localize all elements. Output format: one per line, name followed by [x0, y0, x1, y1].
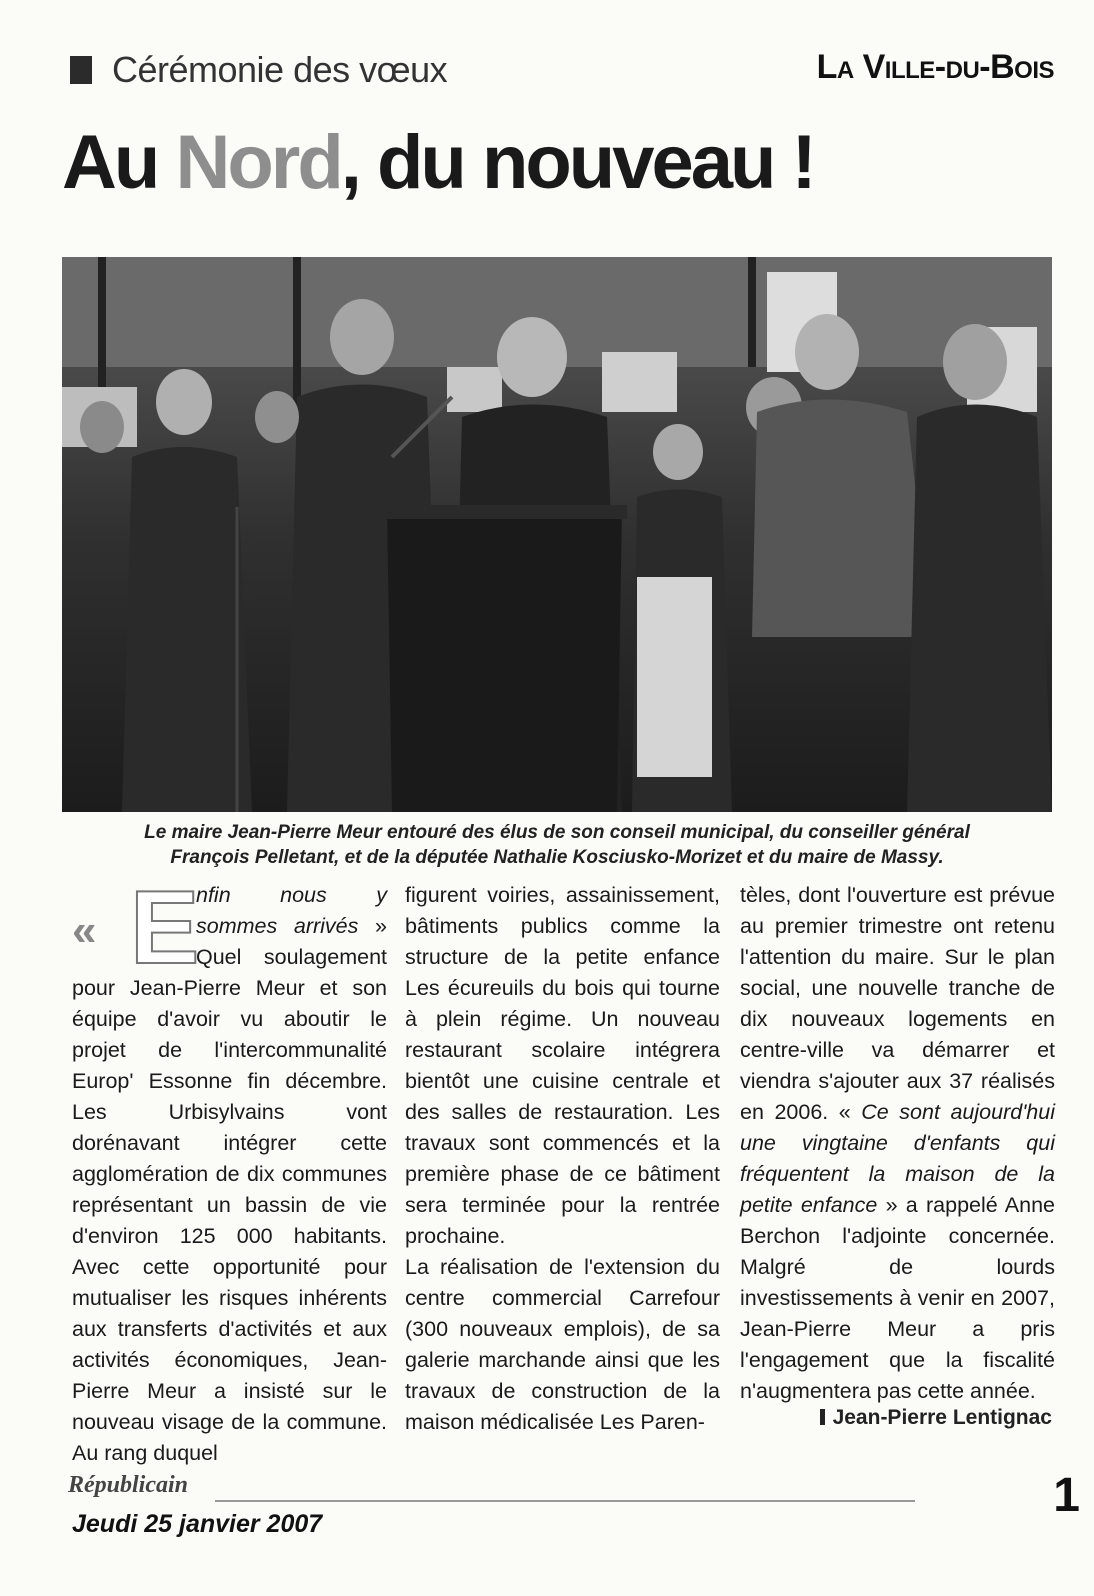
headline: [62, 120, 814, 205]
caption-line-1: Le maire Jean-Pierre Meur entouré des élus de son conseil municipal, du conseiller général: [144, 822, 970, 843]
article-author: Jean-Pierre Lentignac: [820, 1406, 1052, 1430]
article-column-1: [72, 870, 387, 1469]
footer-divider: [215, 1500, 915, 1502]
page-number: 1: [1053, 1469, 1080, 1522]
photo-caption: [62, 820, 1052, 870]
newspaper-brand: Républicain: [68, 1472, 189, 1498]
headline-part2: , du nouveau !: [340, 120, 814, 205]
article-photo: [62, 257, 1052, 812]
article-column-3: [740, 880, 1055, 1407]
column-3-text-a: tèles, dont l'ouverture est prévue au premier trimestre ont retenu l'attention du maire. Sur le plan social, une nouvelle tranche de dix nouveaux logements en centre-ville va démarrer et viendra s'ajouter aux 37 réalisés en 2006. «: [740, 883, 1055, 1124]
rubric-square-icon: [70, 56, 92, 84]
rubric-text: Cérémonie des vœux: [112, 49, 448, 90]
photo-illustration: [62, 257, 1052, 812]
column-3-text-b: » a rappelé Anne Berchon l'adjointe concernée. Malgré de lourds investissements à venir en 2007, Jean-Pierre Meur a pris l'engagement que la fiscalité n'augmentera pas cette année.: [740, 1193, 1055, 1403]
drop-cap: E: [130, 870, 200, 986]
column-3-quote: Ce sont aujourd'hui une vingtaine d'enfants qui fréquentent la maison de la petite enfance: [740, 1100, 1055, 1217]
column-1-text: » Quel soulagement pour Jean-Pierre Meur et son équipe d'avoir vu aboutir le projet de l'intercommunalité Europ' Essonne fin décembre. Les Urbisylvains vont dorénavant intégrer cette agglomération de dix communes représentant un bassin de vie d'environ 125 000 habitants. Avec cette opportunité pour mutualiser les risques inhérents aux transferts d'activités et aux activités économiques, Jean-Pierre Meur a insisté sur le nouveau visage de la commune. Au rang duquel: [72, 914, 387, 1465]
headline-part1: Au: [62, 120, 176, 205]
intro-italic: nfin nous y sommes arrivés: [196, 883, 387, 938]
opening-quote: «: [72, 906, 97, 955]
section-rubric: [70, 45, 447, 95]
headline-gray-word: Nord: [175, 120, 341, 205]
column-2-paragraph-1: figurent voiries, assainissement, bâtiments publics comme la structure de la petite enfance Les écureuils du bois qui tourne à plein régime. Un nouveau restaurant scolaire intégrera bientôt une cuisine centrale et des salles de restauration. Les travaux sont commencés et la première phase de ce bâtiment sera terminée pour la rentrée prochaine.: [405, 883, 720, 1248]
dropcap-block: [72, 870, 200, 986]
caption-line-2: François Pelletant, et de la députée Nathalie Kosciusko-Morizet et du maire de Massy.: [170, 847, 944, 868]
article-column-2: [405, 880, 720, 1438]
town-name: La Ville-du-Bois: [816, 48, 1054, 86]
issue-date: Jeudi 25 janvier 2007: [72, 1510, 323, 1538]
column-2-paragraph-2: La réalisation de l'extension du centre commercial Carrefour (300 nouveaux emplois), de sa galerie marchande ainsi que les travaux de construction de la maison médicalisée Les Paren-: [405, 1255, 720, 1434]
